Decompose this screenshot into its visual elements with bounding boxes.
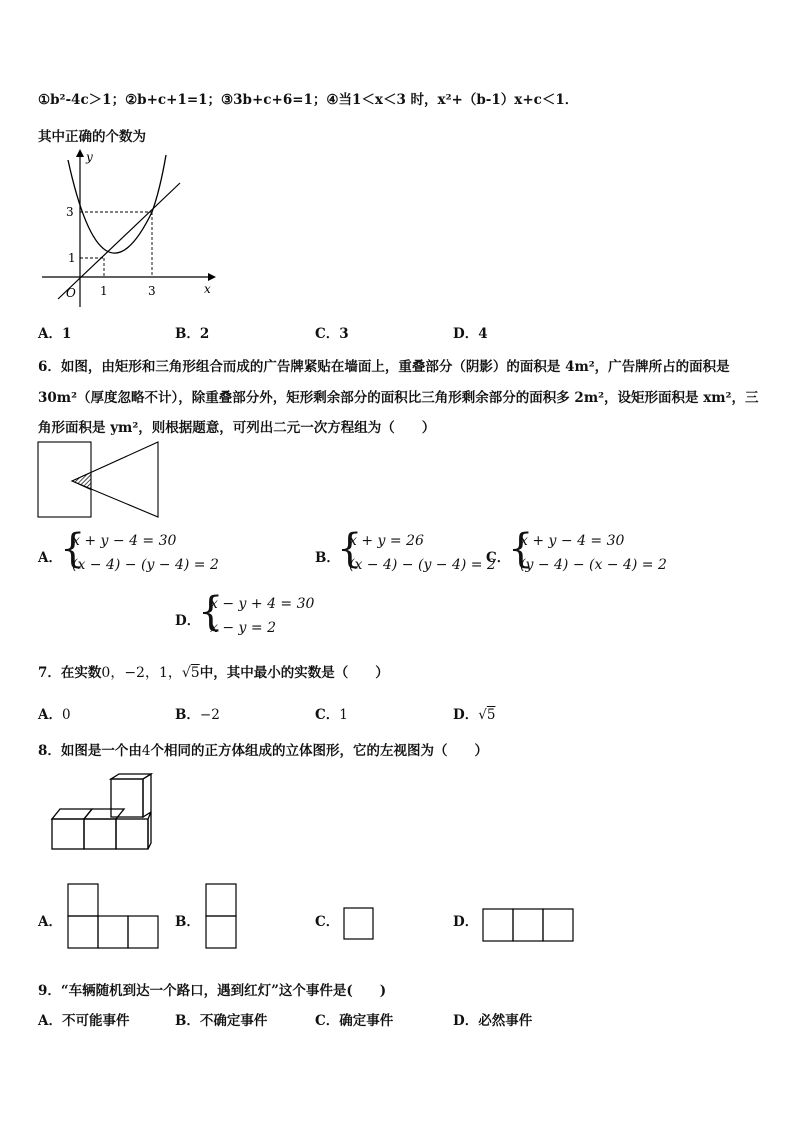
q8-option-a-view bbox=[64, 881, 160, 951]
q7-stem: 7．在实数0，−2，1，√5中，其中最小的实数是（ ） bbox=[38, 665, 389, 681]
q6-stem-line3: 角形面积是 ym²，则根据题意，可列出二元一次方程组为（ ） bbox=[38, 420, 436, 436]
q5-option-c[interactable]: C．3 bbox=[315, 326, 349, 342]
q7-option-a[interactable]: A．0 bbox=[38, 707, 71, 723]
q9-stem: 9．“车辆随机到达一个路口，遇到红灯”这个事件是( ) bbox=[38, 983, 387, 999]
q5-option-d[interactable]: D．4 bbox=[453, 326, 488, 342]
q9-option-b[interactable]: B．不确定事件 bbox=[175, 1013, 268, 1029]
origin-label: O bbox=[66, 286, 76, 300]
q6-option-c[interactable]: C． bbox=[486, 550, 511, 566]
x-axis-label: x bbox=[204, 282, 211, 296]
q5-option-b[interactable]: B．2 bbox=[175, 326, 210, 342]
q9-option-c[interactable]: C．确定事件 bbox=[315, 1013, 394, 1029]
y-tick-3: 3 bbox=[66, 205, 74, 219]
q8-option-a[interactable]: A． bbox=[38, 914, 62, 930]
q8-option-d[interactable]: D． bbox=[453, 914, 479, 930]
q6-stem-line2: 30m²（厚度忽略不计），除重叠部分外，矩形剩余部分的面积比三角形剩余部分的面积多 2m²，设矩形面积是 xm²，三 bbox=[38, 390, 759, 406]
x-tick-1: 1 bbox=[100, 284, 108, 298]
q7-option-d[interactable]: D．√5 bbox=[453, 707, 496, 723]
brace-icon: { bbox=[198, 589, 224, 635]
overlap-shaded-region bbox=[72, 472, 91, 490]
y-tick-1: 1 bbox=[68, 251, 76, 265]
brace-icon: { bbox=[508, 526, 534, 572]
q5-option-a[interactable]: A．1 bbox=[38, 326, 72, 342]
q8-option-c[interactable]: C． bbox=[315, 914, 340, 930]
q8-option-c-view bbox=[341, 905, 375, 941]
q8-option-d-view bbox=[480, 906, 576, 944]
q5-conditions: ①b²-4c＞1；②b+c+1=1；③3b+c+6=1；④当1＜x＜3 时，x²+（b-1）x+c＜1． bbox=[38, 92, 579, 108]
q6-billboard-figure bbox=[37, 439, 167, 521]
brace-icon: { bbox=[337, 526, 363, 572]
q6-stem-line1: 6．如图，由矩形和三角形组合而成的广告牌紧贴在墙面上，重叠部分（阴影）的面积是 4m²，广告牌所占的面积是 bbox=[38, 359, 730, 375]
x-tick-3: 3 bbox=[148, 284, 156, 298]
q5-prompt: 其中正确的个数为 bbox=[38, 129, 146, 145]
q6-option-b[interactable]: B． bbox=[315, 550, 340, 566]
q9-option-a[interactable]: A．不可能事件 bbox=[38, 1013, 130, 1029]
q9-option-d[interactable]: D．必然事件 bbox=[453, 1013, 533, 1029]
q8-option-b[interactable]: B． bbox=[175, 914, 200, 930]
q7-option-b[interactable]: B．−2 bbox=[175, 707, 220, 723]
q6-option-a[interactable]: A． bbox=[38, 550, 62, 566]
q7-option-c[interactable]: C．1 bbox=[315, 707, 348, 723]
q5-parabola-line-graph bbox=[30, 145, 230, 315]
q6-option-d[interactable]: D． bbox=[175, 613, 201, 629]
y-axis-label: y bbox=[86, 150, 93, 164]
q8-cube-solid-figure bbox=[48, 773, 168, 863]
q8-stem: 8．如图是一个由4个相同的正方体组成的立体图形，它的左视图为（ ） bbox=[38, 743, 488, 759]
q8-option-b-view bbox=[203, 881, 239, 951]
brace-icon: { bbox=[60, 526, 86, 572]
